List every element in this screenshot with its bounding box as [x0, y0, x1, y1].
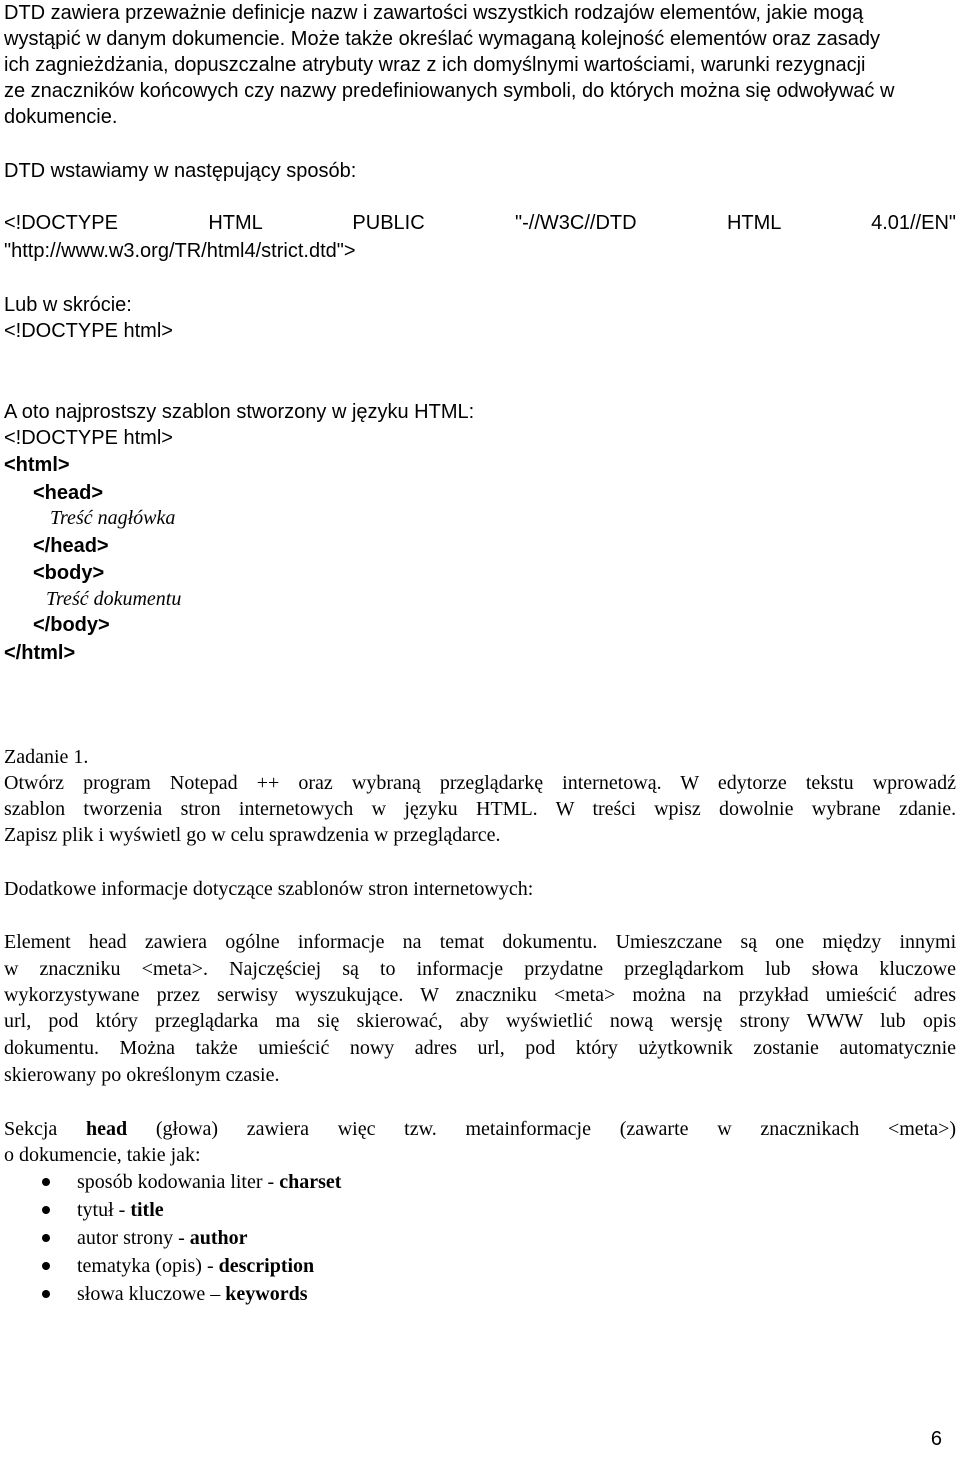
word: się — [317, 1010, 340, 1032]
word: w — [717, 1118, 732, 1140]
word: aby — [459, 1010, 489, 1032]
body-open-tag: <body> — [33, 562, 105, 584]
word: (głowa) — [155, 1118, 219, 1140]
word: wykorzystywane — [4, 984, 140, 1006]
word: wybrane — [811, 798, 881, 820]
word: innymi — [899, 931, 957, 953]
word: przykład — [738, 984, 809, 1006]
template-intro: A oto najprostszy szablon stworzony w języku HTML: — [4, 401, 475, 423]
word: zdanie. — [898, 798, 957, 820]
p1-line-1 — [4, 929, 956, 955]
word: ogólne — [225, 931, 280, 953]
word: przeglądarka — [155, 1010, 259, 1032]
p1-line-5 — [4, 1035, 956, 1061]
word: wpisz — [654, 798, 701, 820]
bullet-icon — [42, 1290, 50, 1298]
word: użytkownik — [638, 1037, 733, 1059]
html-open-tag: <html> — [4, 454, 70, 476]
extra-heading: Dodatkowe informacje dotyczące szablonów stron internetowych: — [4, 878, 534, 900]
page-number: 6 — [930, 1428, 942, 1450]
word: zawiera — [144, 931, 207, 953]
word: W — [555, 798, 575, 820]
word: można — [632, 984, 686, 1006]
list-item-keyword: author — [189, 1227, 248, 1249]
list-item — [0, 1252, 341, 1280]
word: znaczniku — [455, 984, 537, 1006]
word: kluczowe — [879, 958, 957, 980]
p1-line-3 — [4, 982, 956, 1008]
word: pod — [48, 1010, 79, 1032]
word: wyszukujące. — [295, 984, 404, 1006]
word: przeglądarkom — [624, 958, 745, 980]
word: (zawarte — [619, 1118, 689, 1140]
word: Najczęściej — [229, 958, 322, 980]
intro-line-3: ich zagnieżdżania, dopuszczalne atrybuty wraz z ich domyślnymi wartościami, warunki rezygnacji — [4, 54, 866, 76]
list-item-text: autor strony - — [77, 1227, 190, 1249]
word: Notepad — [169, 772, 238, 794]
word: przeglądarkę — [439, 772, 544, 794]
doctype-part: PUBLIC — [352, 212, 425, 234]
word: informacje — [297, 931, 385, 953]
word: zawiera — [246, 1118, 309, 1140]
word: na — [702, 984, 722, 1006]
word: nowy — [349, 1037, 395, 1059]
word: wybraną — [351, 772, 421, 794]
head-open-tag: <head> — [33, 482, 104, 504]
list-item — [0, 1168, 341, 1196]
word: skierować, — [356, 1010, 443, 1032]
intro-line-1: DTD zawiera przeważnie definicje nazw i zawartości wszystkich rodzajów elementów, jakie mogą — [4, 2, 864, 24]
word: w — [4, 958, 19, 980]
word: przez — [156, 984, 200, 1006]
word: temat — [439, 931, 485, 953]
word: tworzenia — [83, 798, 163, 820]
doctype-part: 4.01//EN" — [871, 212, 956, 234]
list-item-text: tytuł - — [77, 1199, 131, 1221]
doctype-line — [4, 210, 956, 236]
p1-line-4 — [4, 1008, 956, 1034]
word: także — [195, 1037, 238, 1059]
p1-last-line: skierowany po określonym czasie. — [4, 1064, 280, 1086]
task-line-1 — [4, 770, 956, 796]
word: <meta> — [553, 984, 616, 1006]
word: Element — [4, 931, 71, 953]
word: wyświetlić — [505, 1010, 593, 1032]
list-item — [0, 1196, 341, 1224]
body-content: Treść dokumentu — [46, 588, 182, 610]
word: pod — [525, 1037, 556, 1059]
word: head — [88, 931, 127, 953]
word: HTML. — [476, 798, 538, 820]
word: przydatne — [524, 958, 604, 980]
word: więc — [337, 1118, 376, 1140]
word: internetowych — [238, 798, 354, 820]
word: Otwórz — [4, 772, 64, 794]
word: WWW — [806, 1010, 863, 1032]
word: w — [371, 798, 387, 820]
word: automatycznie — [839, 1037, 957, 1059]
task-line-3: Zapisz plik i wyświetl go w celu sprawdzenia w przeglądarce. — [4, 824, 501, 846]
word: który — [95, 1010, 138, 1032]
word: <meta>. — [141, 958, 209, 980]
word: umieścić — [825, 984, 897, 1006]
word: dowolnie — [719, 798, 794, 820]
list-item-keyword: title — [130, 1199, 164, 1221]
task-line-2 — [4, 796, 956, 822]
meta-list — [0, 1168, 341, 1308]
word: program — [83, 772, 151, 794]
word: znacznikach — [760, 1118, 860, 1140]
head-close-tag: </head> — [33, 535, 109, 557]
dtd-intro: DTD wstawiamy w następujący sposób: — [4, 160, 357, 182]
word: informacje — [416, 958, 504, 980]
word: url, — [4, 1010, 32, 1032]
word: między — [822, 931, 882, 953]
word: tzw. — [404, 1118, 437, 1140]
short-doctype: <!DOCTYPE html> — [4, 320, 173, 342]
doctype-part: HTML — [726, 212, 781, 234]
word: Można — [119, 1037, 176, 1059]
p1-line-2 — [4, 956, 956, 982]
html-close-tag: </html> — [4, 642, 76, 664]
word: metainformacje — [465, 1118, 591, 1140]
word: wprowadź — [872, 772, 956, 794]
head-content: Treść nagłówka — [50, 507, 176, 529]
p2-last-line: o dokumencie, takie jak: — [4, 1144, 201, 1166]
word: adres — [414, 1037, 457, 1059]
list-item-text: sposób kodowania liter - — [77, 1171, 280, 1193]
word: umieścić — [258, 1037, 330, 1059]
word: treści — [592, 798, 636, 820]
word: opis — [922, 1010, 957, 1032]
intro-line-5: dokumencie. — [4, 106, 118, 128]
bullet-icon — [42, 1178, 50, 1186]
word: serwisy — [216, 984, 279, 1006]
doctype-part: "-//W3C//DTD — [515, 212, 637, 234]
list-item-keyword: charset — [279, 1171, 342, 1193]
doctype-part: HTML — [208, 212, 263, 234]
word: internetową. — [562, 772, 662, 794]
list-item-keyword: keywords — [225, 1283, 308, 1305]
task-title: Zadanie 1. — [4, 746, 89, 768]
word: na — [402, 931, 422, 953]
word: zostanie — [753, 1037, 819, 1059]
list-item-keyword: description — [218, 1255, 315, 1277]
word: wersję — [670, 1010, 723, 1032]
body-close-tag: </body> — [33, 614, 110, 636]
p2-line-1 — [4, 1116, 956, 1142]
word: edytorze — [717, 772, 787, 794]
word: są — [740, 931, 758, 953]
word-head-bold: head — [86, 1118, 128, 1140]
word: ma — [275, 1010, 300, 1032]
word: W — [680, 772, 699, 794]
word: adres — [913, 984, 957, 1006]
list-item — [0, 1224, 341, 1252]
word: Umieszczane — [615, 931, 723, 953]
intro-line-2: wystąpić w danym dokumencie. Może także określać wymaganą kolejność elementów oraz zasady — [4, 28, 880, 50]
word: lub — [880, 1010, 906, 1032]
word: szablon — [4, 798, 66, 820]
word: znaczniku — [39, 958, 121, 980]
list-item-text: tematyka (opis) - — [77, 1255, 219, 1277]
word: one — [775, 931, 805, 953]
word: nową — [609, 1010, 654, 1032]
word: słowa — [811, 958, 859, 980]
list-item-text: słowa kluczowe – — [77, 1283, 226, 1305]
word: lub — [765, 958, 791, 980]
word: ++ — [256, 772, 280, 794]
word: dokumentu. — [4, 1037, 99, 1059]
list-item — [0, 1280, 341, 1308]
word: Sekcja — [4, 1118, 58, 1140]
word: url, — [477, 1037, 505, 1059]
word: W — [420, 984, 439, 1006]
word: oraz — [298, 772, 333, 794]
bullet-icon — [42, 1234, 50, 1242]
word: <meta>) — [887, 1118, 957, 1140]
word: stron — [180, 798, 221, 820]
bullet-icon — [42, 1206, 50, 1214]
word: tekstu — [805, 772, 854, 794]
template-doctype: <!DOCTYPE html> — [4, 427, 173, 449]
word: to — [379, 958, 396, 980]
word: który — [575, 1037, 618, 1059]
word: dokumentu. — [502, 931, 598, 953]
doctype-url: "http://www.w3.org/TR/html4/strict.dtd"> — [4, 240, 356, 262]
short-label: Lub w skrócie: — [4, 294, 132, 316]
word: są — [342, 958, 359, 980]
doctype-part: <!DOCTYPE — [4, 212, 118, 234]
bullet-icon — [42, 1262, 50, 1270]
intro-line-4: ze znaczników końcowych czy nazwy predefiniowanych symboli, do których można się odwoływać w — [4, 80, 895, 102]
word: języku — [404, 798, 458, 820]
word: strony — [739, 1010, 790, 1032]
